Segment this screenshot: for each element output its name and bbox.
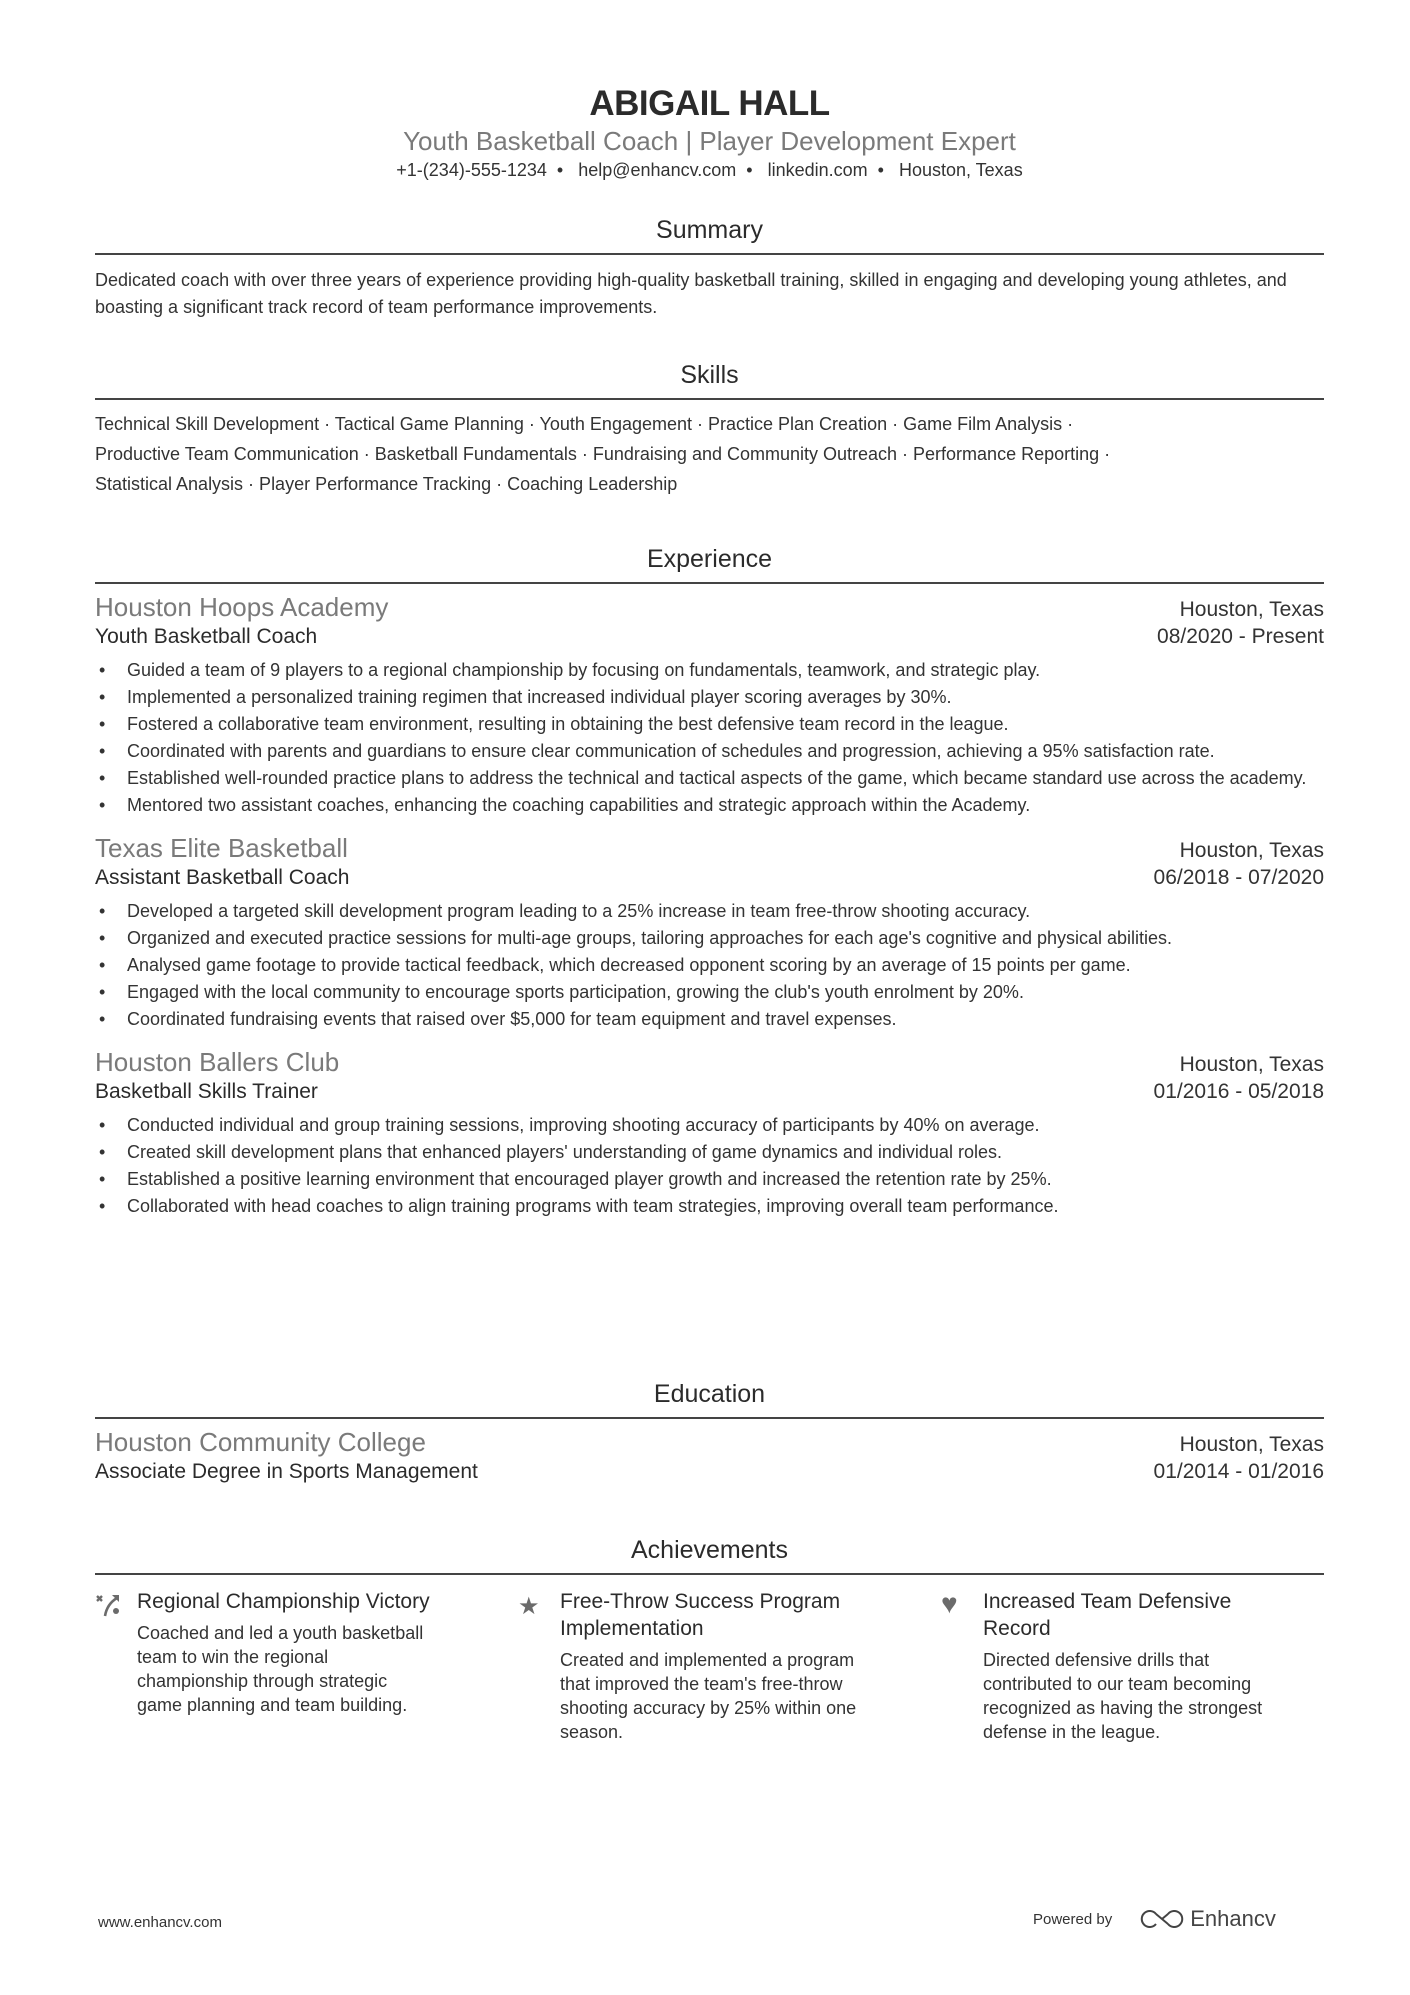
- job-bullet: • Organized and executed practice sessions for multi-age groups, tailoring approaches for each age's cognitive and physical abilities.: [95, 925, 1324, 952]
- job-entry: [95, 833, 1324, 1033]
- job-bullet: • Guided a team of 9 players to a regional championship by focusing on fundamentals, teamwork, and strategic play.: [95, 657, 1324, 684]
- achievement-item: [95, 1588, 435, 1717]
- enhancv-logo[interactable]: [1140, 1906, 1276, 1932]
- email[interactable]: help@enhancv.com: [578, 160, 737, 180]
- achievement-title: Increased Team Defensive Record: [983, 1590, 1232, 1640]
- star-icon: ★: [518, 1593, 540, 1620]
- achievement-title: Regional Championship Victory: [137, 1590, 430, 1613]
- job-dates: 06/2018 - 07/2020: [1153, 866, 1324, 889]
- job-bullet: • Coordinated with parents and guardians to ensure clear communication of schedules and progression, achieving a 95% satisfaction rate.: [95, 738, 1324, 765]
- school-name: Houston Community College: [95, 1427, 426, 1457]
- company-name: Houston Ballers Club: [95, 1047, 340, 1077]
- achievement-item: [941, 1588, 1281, 1744]
- phone: +1-(234)-555-1234: [396, 160, 547, 180]
- degree: Associate Degree in Sports Management: [95, 1460, 478, 1483]
- achievements-section: [95, 1536, 1324, 1575]
- strategy-icon: [95, 1588, 137, 1717]
- achievement-title: Free-Throw Success Program Implementation: [560, 1590, 841, 1640]
- job-role: Basketball Skills Trainer: [95, 1080, 318, 1103]
- brand-name: Enhancv: [1190, 1906, 1276, 1931]
- job-bullet: • Analysed game footage to provide tactical feedback, which decreased opponent scoring by an average of 15 points per game.: [95, 952, 1324, 979]
- job-location: Houston, Texas: [1179, 598, 1324, 621]
- section-heading: Education: [95, 1380, 1324, 1419]
- achievement-text: Directed defensive drills that contributed to our team becoming recognized as having the strongest defense in the league.: [983, 1650, 1263, 1742]
- job-bullet: • Created skill development plans that enhanced players' understanding of game dynamics and individual roles.: [95, 1139, 1324, 1166]
- education-dates: 01/2014 - 01/2016: [1153, 1460, 1324, 1483]
- linkedin[interactable]: linkedin.com: [767, 160, 868, 180]
- company-name: Texas Elite Basketball: [95, 833, 348, 863]
- powered-by-label: Powered by: [1033, 1910, 1113, 1928]
- job-bullet: • Coordinated fundraising events that raised over $5,000 for team equipment and travel expenses.: [95, 1006, 1324, 1033]
- achievement-text: Coached and led a youth basketball team to win the regional championship through strategic game planning and team building.: [137, 1623, 424, 1715]
- school-location: Houston, Texas: [1179, 1433, 1324, 1456]
- job-bullet: • Implemented a personalized training regimen that increased individual player scoring averages by 30%.: [95, 684, 1324, 711]
- job-entry: [95, 592, 1324, 819]
- job-location: Houston, Texas: [1179, 839, 1324, 862]
- job-bullet: • Mentored two assistant coaches, enhancing the coaching capabilities and strategic approach within the Academy.: [95, 792, 1324, 819]
- job-dates: 08/2020 - Present: [1157, 625, 1324, 648]
- skills-line: Productive Team Communication · Basketball Fundamentals · Fundraising and Community Outreach · Performance Reporting ·: [95, 444, 1111, 464]
- job-entry: [95, 1047, 1324, 1220]
- job-bullet: • Engaged with the local community to encourage sports participation, growing the club's youth enrolment by 20%.: [95, 979, 1324, 1006]
- education-section: [95, 1380, 1324, 1484]
- skills-line: Technical Skill Development · Tactical Game Planning · Youth Engagement · Practice Plan Creation · Game Film Analysis ·: [95, 414, 1074, 434]
- job-bullet: • Established well-rounded practice plans to address the technical and tactical aspects of the game, which became standard use across the academy.: [95, 765, 1324, 792]
- summary-text: Dedicated coach with over three years of experience providing high-quality basketball training, skilled in engaging and developing young athletes, and boasting a significant track record of team performance improvements.: [95, 270, 1287, 317]
- footer-url[interactable]: www.enhancv.com: [98, 1914, 222, 1931]
- job-role: Assistant Basketball Coach: [95, 866, 350, 889]
- experience-section: [95, 545, 1324, 1234]
- location: Houston, Texas: [898, 160, 1023, 180]
- section-heading: Skills: [95, 361, 1324, 400]
- section-heading: Summary: [95, 216, 1324, 255]
- candidate-title: Youth Basketball Coach | Player Development Expert: [403, 126, 1016, 156]
- enhancv-logo-icon: [1140, 1908, 1184, 1930]
- powered-by: [1033, 1906, 1276, 1932]
- job-dates: 01/2016 - 05/2018: [1153, 1080, 1324, 1103]
- section-heading: Experience: [95, 545, 1324, 584]
- job-bullet: • Fostered a collaborative team environment, resulting in obtaining the best defensive team record in the league.: [95, 711, 1324, 738]
- job-bullet: • Developed a targeted skill development program leading to a 25% increase in team free-throw shooting accuracy.: [95, 898, 1324, 925]
- job-bullet: • Established a positive learning environment that encouraged player growth and increased the retention rate by 25%.: [95, 1166, 1324, 1193]
- job-bullet: • Conducted individual and group training sessions, improving shooting accuracy of participants by 40% on average.: [95, 1112, 1324, 1139]
- candidate-name: ABIGAIL HALL: [589, 84, 830, 123]
- job-location: Houston, Texas: [1179, 1053, 1324, 1076]
- achievement-item: [518, 1588, 858, 1744]
- skills-section: [95, 361, 1324, 499]
- contact-info: +1-(234)-555-1234 • help@enhancv.com • linkedin.com • Houston, Texas: [396, 160, 1023, 180]
- section-heading: Achievements: [95, 1536, 1324, 1575]
- heart-icon: ♥: [941, 1588, 958, 1619]
- skills-line: Statistical Analysis · Player Performance Tracking · Coaching Leadership: [95, 474, 678, 494]
- summary-section: [95, 216, 1324, 321]
- achievement-text: Created and implemented a program that improved the team's free-throw shooting accuracy by 25% within one season.: [560, 1650, 857, 1742]
- job-bullet: • Collaborated with head coaches to align training programs with team strategies, improving overall team performance.: [95, 1193, 1324, 1220]
- job-role: Youth Basketball Coach: [95, 625, 318, 648]
- company-name: Houston Hoops Academy: [95, 592, 389, 622]
